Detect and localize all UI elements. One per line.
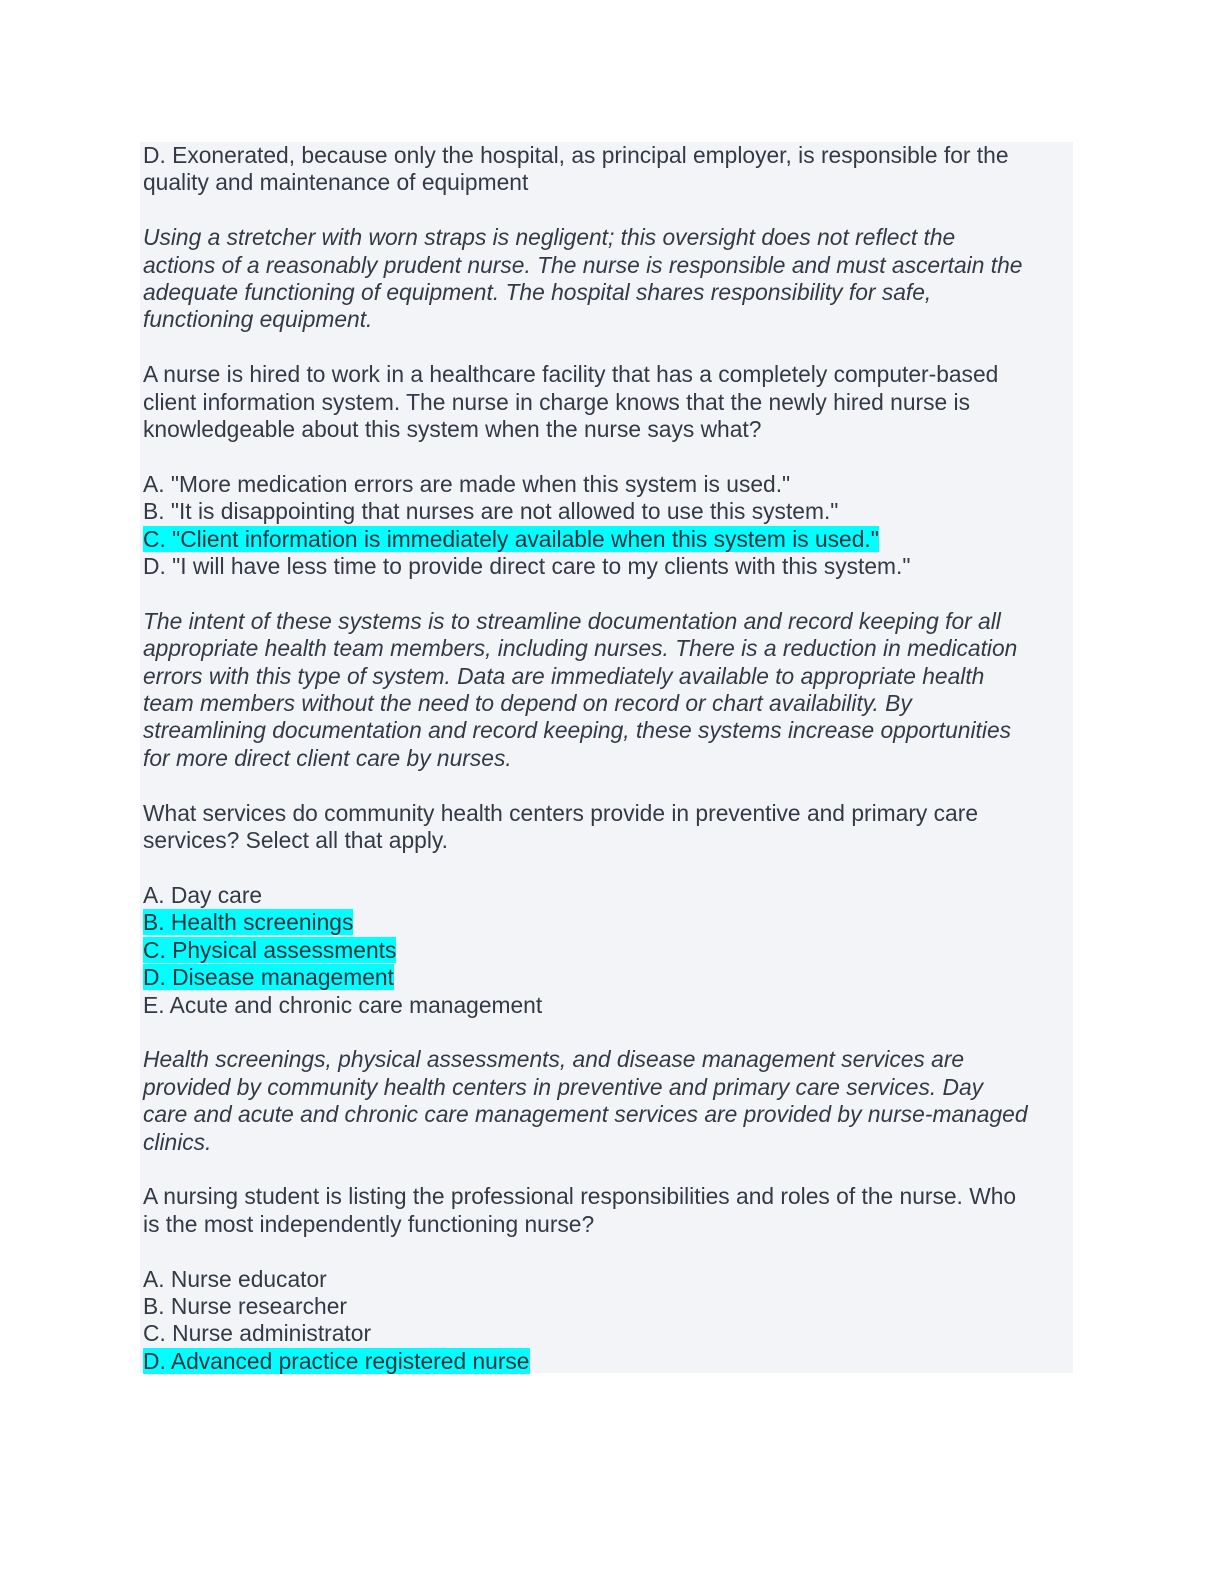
question-paragraph <box>143 1183 1073 1238</box>
question-paragraph <box>143 800 1073 855</box>
answer-option: A. Nurse educator <box>143 1265 327 1292</box>
answer-option: A. "More medication errors are made when this system is used." <box>143 470 791 497</box>
highlighted-answer: D. Advanced practice registered nurse <box>143 1347 530 1374</box>
answer-option-correct <box>143 909 1073 936</box>
answer-options <box>143 882 1073 1019</box>
text-line: D. Exonerated, because only the hospital, as principal employer, is responsible for the <box>143 142 1009 168</box>
highlighted-answer: C. Physical assessments <box>143 936 397 963</box>
rationale-paragraph <box>143 1046 1073 1156</box>
answer-option: B. Nurse researcher <box>143 1292 347 1319</box>
answer-option-correct <box>143 964 1073 991</box>
text-line: is the most independently functioning nurse? <box>143 1210 595 1237</box>
text-line: streamlining documentation and record keeping, these systems increase opportunities <box>143 717 1012 744</box>
text-line: provided by community health centers in preventive and primary care services. Day <box>143 1073 984 1100</box>
text-line: A nurse is hired to work in a healthcare facility that has a completely computer-based <box>143 361 999 388</box>
text-line: care and acute and chronic care management services are provided by nurse-managed <box>143 1101 1028 1128</box>
question-paragraph <box>143 361 1073 443</box>
answer-option-correct <box>143 526 1073 553</box>
text-line: The intent of these systems is to streamline documentation and record keeping for all <box>143 607 1001 634</box>
answer-option: C. Nurse administrator <box>143 1320 372 1347</box>
answer-option-correct <box>143 937 1073 964</box>
text-line: actions of a reasonably prudent nurse. The nurse is responsible and must ascertain the <box>143 251 1023 278</box>
text-line: A nursing student is listing the professional responsibilities and roles of the nurse. Who <box>143 1183 1017 1210</box>
option-continuation <box>143 142 1073 197</box>
answer-option-correct <box>143 1348 1073 1375</box>
text-line: Health screenings, physical assessments, and disease management services are <box>143 1046 965 1073</box>
highlighted-answer: B. Health screenings <box>143 909 354 936</box>
text-line: quality and maintenance of equipment <box>143 169 529 196</box>
text-line: clinics. <box>143 1128 212 1155</box>
text-line: adequate functioning of equipment. The hospital shares responsibility for safe, <box>143 279 932 306</box>
text-line: client information system. The nurse in charge knows that the newly hired nurse is <box>143 388 970 415</box>
answer-option: A. Day care <box>143 881 263 908</box>
answer-option: E. Acute and chronic care management <box>143 991 543 1018</box>
highlighted-answer: D. Disease management <box>143 964 394 991</box>
rationale-paragraph <box>143 608 1073 772</box>
answer-options <box>143 1266 1073 1376</box>
text-line: What services do community health centers provide in preventive and primary care <box>143 799 978 826</box>
text-line: functioning equipment. <box>143 306 373 333</box>
text-line: services? Select all that apply. <box>143 827 448 854</box>
text-line: team members without the need to depend on record or chart availability. By <box>143 690 912 717</box>
answer-option: B. "It is disappointing that nurses are not allowed to use this system." <box>143 498 839 525</box>
rationale-paragraph <box>143 224 1073 334</box>
text-line: errors with this type of system. Data are immediately available to appropriate health <box>143 662 985 689</box>
highlighted-answer: C. "Client information is immediately available when this system is used." <box>143 525 879 552</box>
document-content <box>140 142 1073 1373</box>
text-line: for more direct client care by nurses. <box>143 744 512 771</box>
answer-options <box>143 471 1073 581</box>
text-line: knowledgeable about this system when the nurse says what? <box>143 416 762 443</box>
text-line: appropriate health team members, including nurses. There is a reduction in medication <box>143 635 1018 662</box>
answer-option: D. "I will have less time to provide direct care to my clients with this system." <box>143 553 911 580</box>
text-line: Using a stretcher with worn straps is negligent; this oversight does not reflect the <box>143 224 956 251</box>
